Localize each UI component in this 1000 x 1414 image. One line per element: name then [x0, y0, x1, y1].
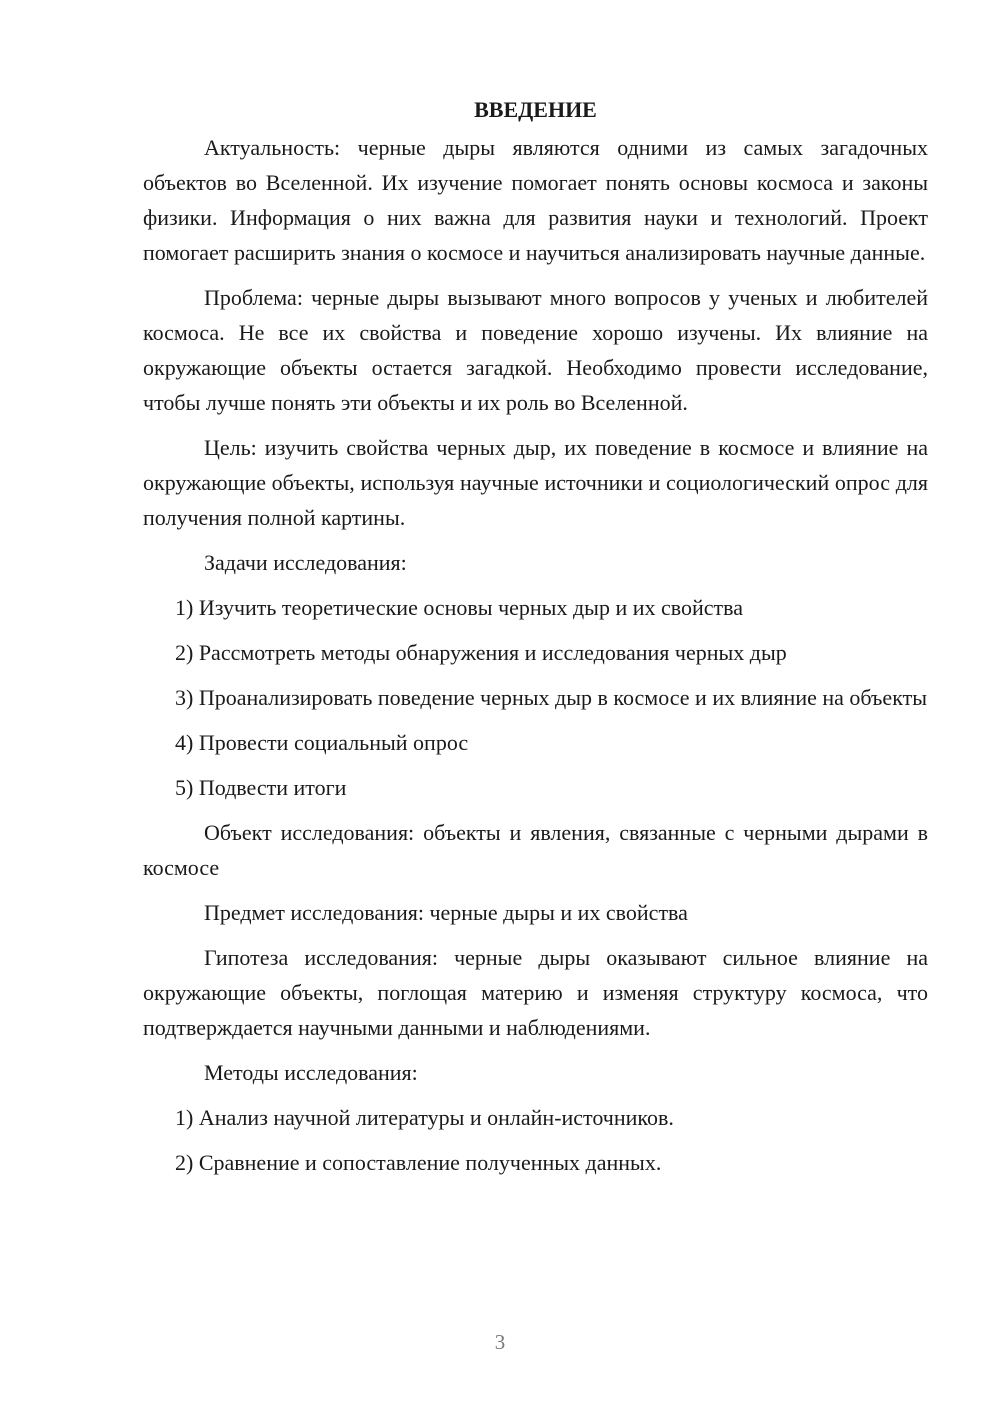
task-item: 4) Провести социальный опрос	[175, 730, 469, 755]
page-content	[143, 92, 928, 1190]
task-item: 2) Рассмотреть методы обнаружения и исследования черных дыр	[175, 640, 787, 665]
task-item: 3) Проанализировать поведение черных дыр в космосе и их влияние на объекты	[175, 685, 927, 710]
page-number: 3	[494, 1330, 506, 1354]
method-item: 2) Сравнение и сопоставление полученных данных.	[175, 1150, 662, 1175]
tasks-heading: Задачи исследования:	[204, 550, 407, 575]
methods-heading: Методы исследования:	[204, 1060, 418, 1085]
hypothesis-paragraph: Гипотеза исследования: черные дыры оказывают сильное влияние на окружающие объекты, поглощая материю и изменяя структуру космоса, что подтверждается научными данными и наблюдениями.	[143, 945, 928, 1040]
task-item: 5) Подвести итоги	[175, 775, 347, 800]
method-item: 1) Анализ научной литературы и онлайн-источников.	[175, 1105, 674, 1130]
problem-paragraph: Проблема: черные дыры вызывают много вопросов у ученых и любителей космоса. Не все их свойства и поведение хорошо изучены. Их влияние на окружающие объекты остается загадкой. Необходимо провести исследование, чтобы лучше понять эти объекты и их роль во Вселенной.	[143, 285, 928, 415]
task-item: 1) Изучить теоретические основы черных дыр и их свойства	[175, 595, 744, 620]
object-paragraph: Объект исследования: объекты и явления, связанные с черными дырами в космосе	[143, 820, 928, 880]
goal-paragraph: Цель: изучить свойства черных дыр, их поведение в космосе и влияние на окружающие объекты, используя научные источники и социологический опрос для получения полной картины.	[143, 435, 928, 530]
relevance-paragraph: Актуальность: черные дыры являются одними из самых загадочных объектов во Вселенной. Их изучение помогает понять основы космоса и законы физики. Информация о них важна для развития науки и технологий. Проект помогает расширить знания о космосе и научиться анализировать научные данные.	[143, 135, 928, 265]
subject-paragraph: Предмет исследования: черные дыры и их свойства	[204, 900, 688, 925]
page-title: ВВЕДЕНИЕ	[474, 97, 597, 122]
